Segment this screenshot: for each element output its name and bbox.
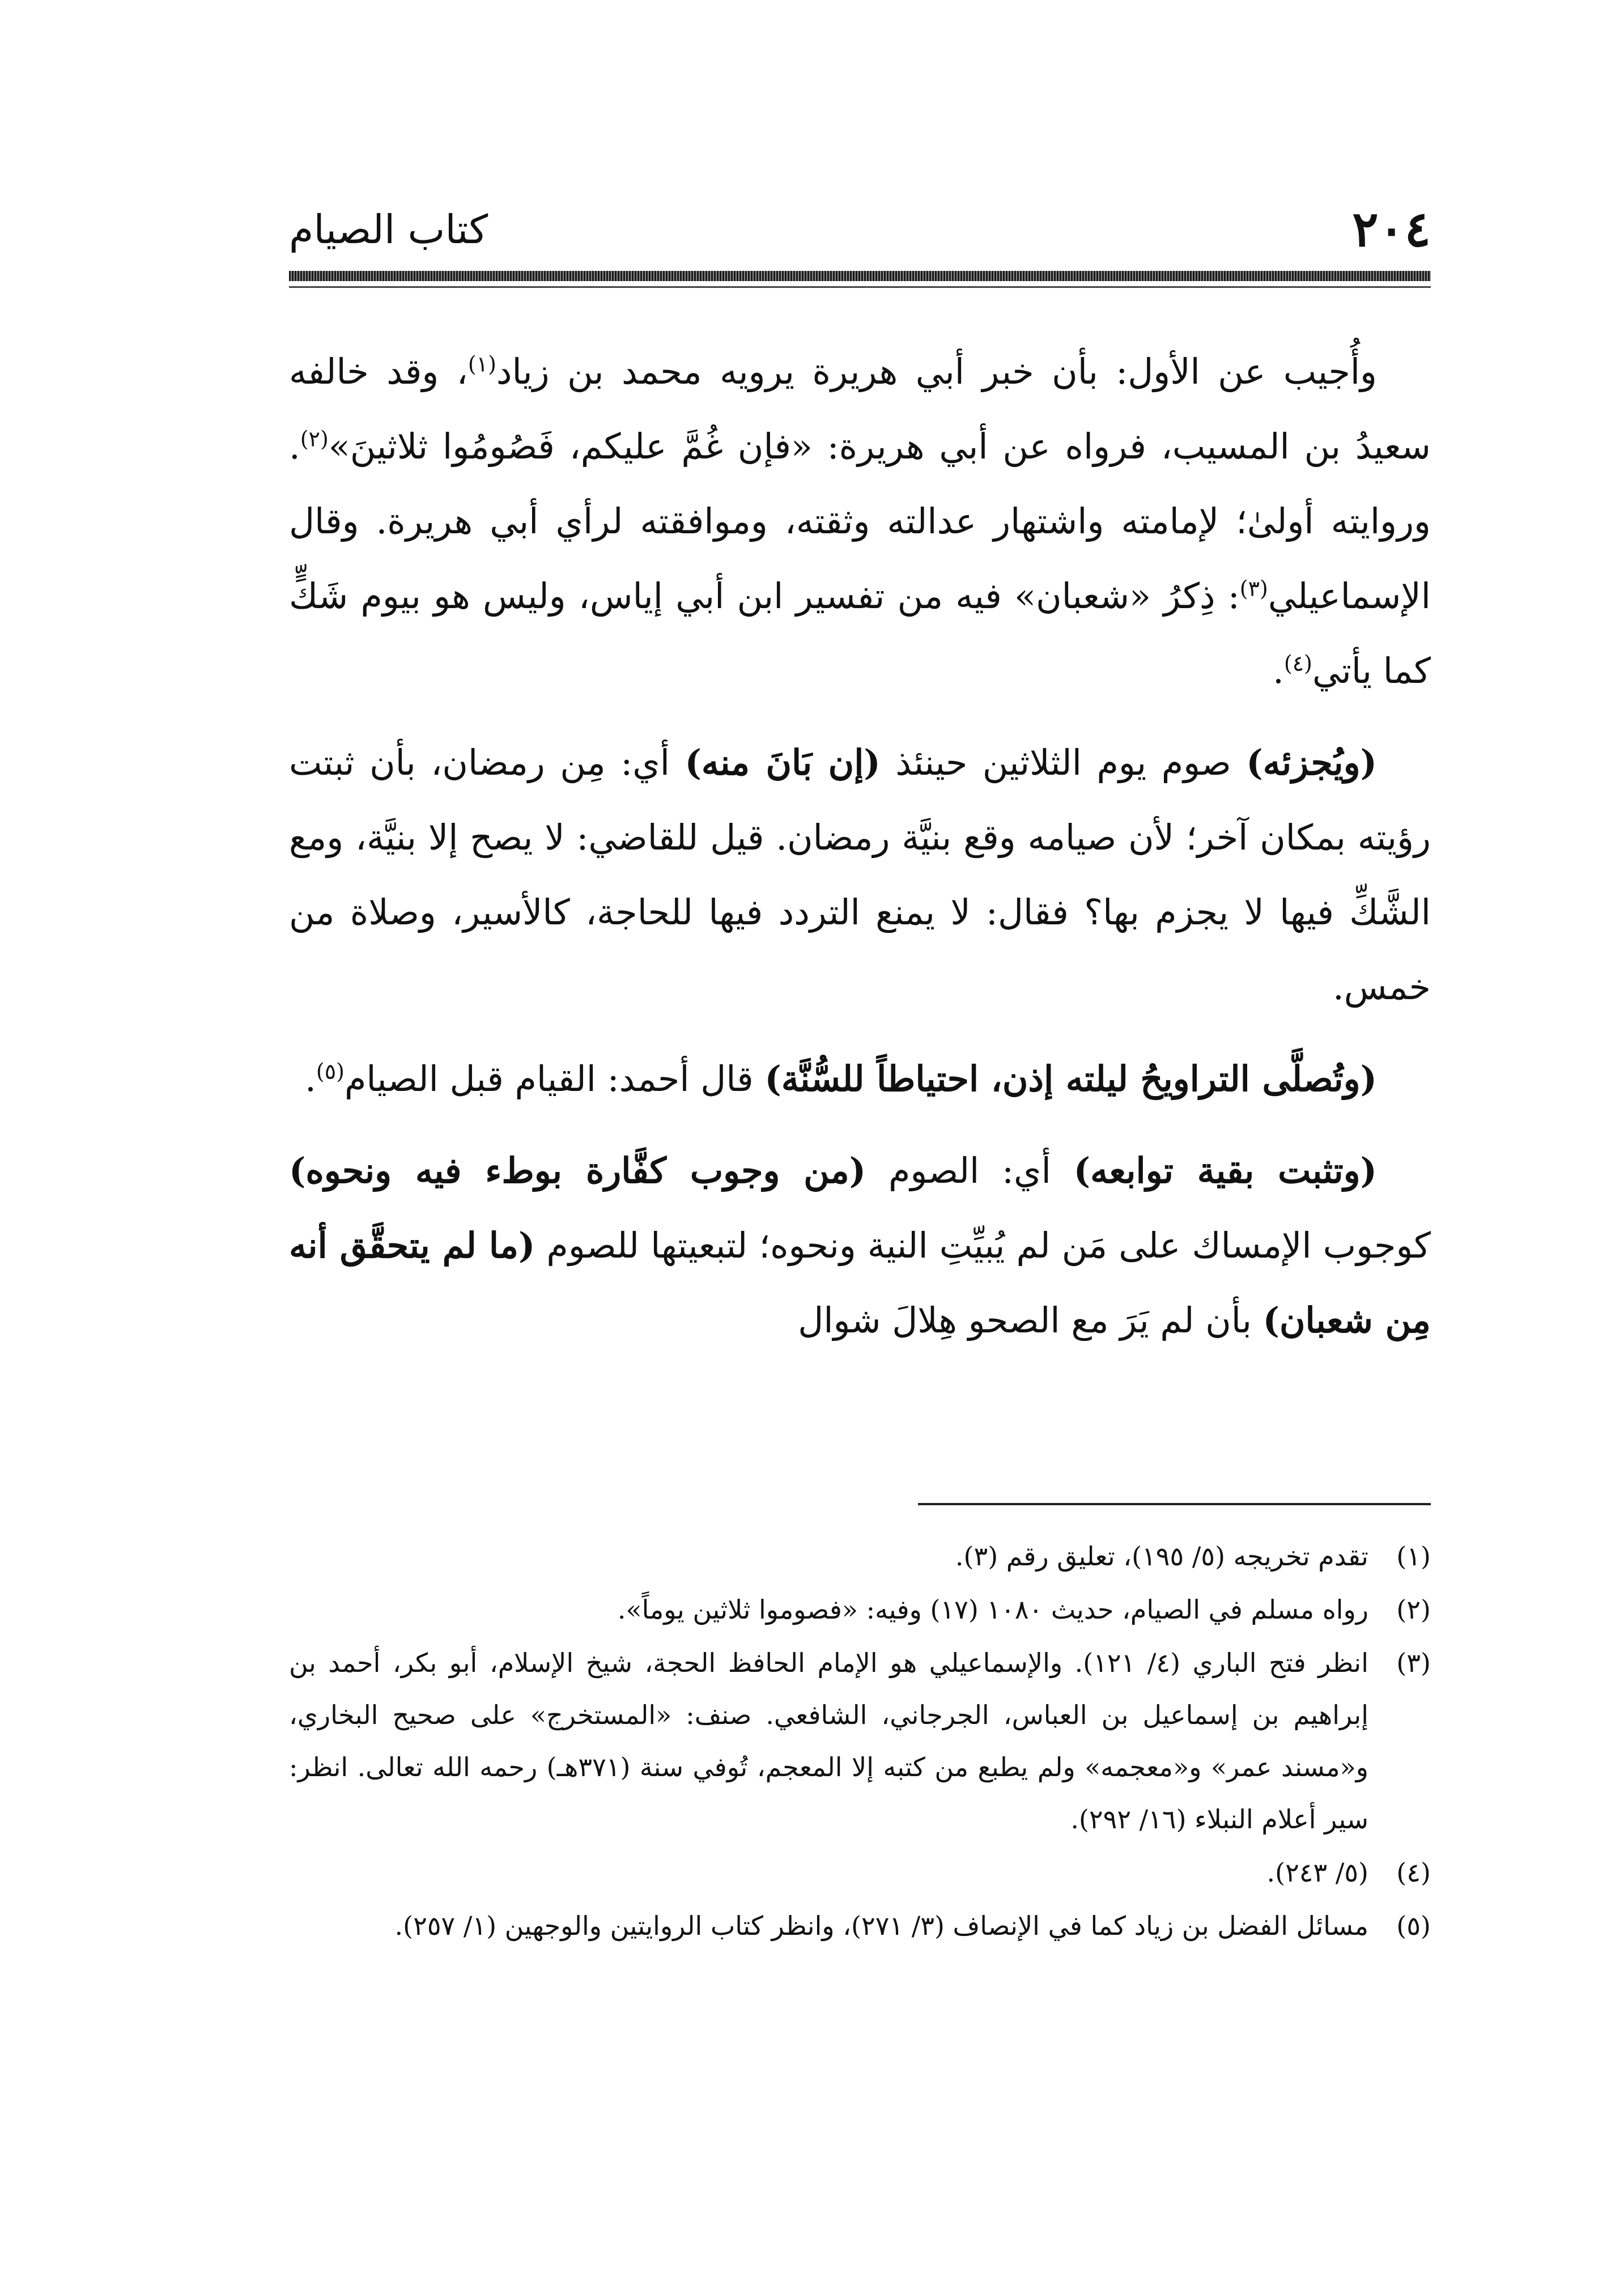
footnote <box>289 1900 1431 1952</box>
footnote <box>289 1583 1431 1636</box>
footnote-number: (٥) <box>1396 1910 1431 1941</box>
header-rule-thin <box>289 286 1431 288</box>
footnote-number: (٣) <box>1396 1647 1431 1678</box>
footnote-number: (١) <box>1396 1541 1431 1572</box>
footnote-text: تقدم تخريجه (٥/ ١٩٥)، تعليق رقم (٣). <box>955 1541 1368 1572</box>
matn-text: (ويُجزئه) <box>1246 742 1377 783</box>
footnote-text: مسائل الفضل بن زياد كما في الإنصاف (٣/ ٢٧١)، وانظر كتاب الروايتين والوجهين (١/ ٢٥٧). <box>394 1910 1368 1941</box>
page-number: ٢٠٤ <box>1352 201 1431 258</box>
footnote <box>289 1530 1431 1582</box>
footnote-text: انظر فتح الباري (٤/ ١٢١). والإسماعيلي هو الإمام الحافظ الحجة، شيخ الإسلام، أبو بكر، أحمد بن إبراهيم بن إسماعيل بن العباس، الجرجاني، الشافعي. صنف: «المستخرج» على صحيح البخاري، و«مسند عمر» و«معجمه» ولم يطبع من كتبه إلا المعجم، تُوفي سنة (٣٧١هـ) رحمه الله تعالى. انظر: سير أعلام النبلاء (١٦/ ٢٩٢). <box>289 1647 1368 1835</box>
footnote <box>289 1637 1431 1845</box>
footnotes <box>289 1530 1431 1953</box>
running-title: كتاب الصيام <box>289 206 488 253</box>
footnote-ref: (٥) <box>316 1059 345 1084</box>
footnote-number: (٢) <box>1396 1594 1431 1625</box>
paragraph: (وتُصلَّى التراويحُ ليلته إذن، احتياطاً للسُّنَّة) قال أحمد: القيام قبل الصيام$^{(٥)}$. <box>305 1058 1377 1099</box>
footnote-text: (٥/ ٢٤٣). <box>1266 1857 1368 1888</box>
footnote-ref: (١) <box>467 351 496 377</box>
main-text <box>289 334 1431 1375</box>
paragraph: وأُجيب عن الأول: بأن خبر أبي هريرة يرويه محمد بن زياد$^{(١)}$، وقد خالفه سعيدُ بن المسيب، فرواه عن أبي هريرة: «فإن غُمَّ عليكم، فَصُومُوا ثلاثينَ»$^{(٢)}$. وروايته أولىٰ؛ لإمامته واشتهار عدالته وثقته، وموافقته لرأي أبي هريرة. وقال الإسماعيلي$^{(٣)}$: ذِكرُ «شعبان» فيه من تفسير ابن أبي إياس، وليس هو بيوم شَكٍّ كما يأتي$^{(٤)}$. <box>289 351 1431 691</box>
footnote-text: رواه مسلم في الصيام، حديث ١٠٨٠ (١٧) وفيه: «فصوموا ثلاثين يوماً». <box>617 1594 1368 1625</box>
footnote-rule <box>918 1503 1431 1505</box>
footnote-ref: (٤) <box>1283 651 1312 676</box>
page-header <box>289 198 1431 261</box>
footnote-ref: (٢) <box>300 426 329 452</box>
paragraph: (وتثبت بقية توابعه) أي: الصوم (من وجوب كفَّارة بوطء فيه ونحوه) كوجوب الإمساك على مَن لم يُبيِّتِ النية ونحوه؛ لتبعيتها للصوم (ما لم يتحقَّق أنه مِن شعبان) بأن لم يَرَ مع الصحو هِلالَ شوال <box>289 1150 1431 1341</box>
footnote <box>289 1846 1431 1899</box>
matn-text: (وتُصلَّى التراويحُ ليلته إذن، احتياطاً للسُّنَّة) <box>764 1058 1377 1099</box>
matn-text: (ما لم يتحقَّق أنه مِن شعبان) <box>289 1225 1431 1341</box>
paragraph: (ويُجزئه) صوم يوم الثلاثين حينئذ (إن بَانَ منه) أي: مِن رمضان، بأن ثبتت رؤيته بمكان آخر؛ لأن صيامه وقع بنيَّة رمضان. قيل للقاضي: لا يصح إلا بنيَّة، ومع الشَّكِّ فيها لا يجزم بها؟ فقال: لا يمنع التردد فيها للحاجة، كالأسير، وصلاة من خمس. <box>289 742 1431 1008</box>
footnote-ref: (٣) <box>1239 576 1268 601</box>
matn-text: (وتثبت بقية توابعه) <box>1073 1150 1377 1191</box>
header-rule <box>289 271 1431 281</box>
footnote-number: (٤) <box>1396 1857 1431 1888</box>
matn-text: (إن بَانَ منه) <box>685 742 881 783</box>
matn-text: (من وجوب كفَّارة بوطء فيه ونحوه) <box>289 1150 866 1191</box>
